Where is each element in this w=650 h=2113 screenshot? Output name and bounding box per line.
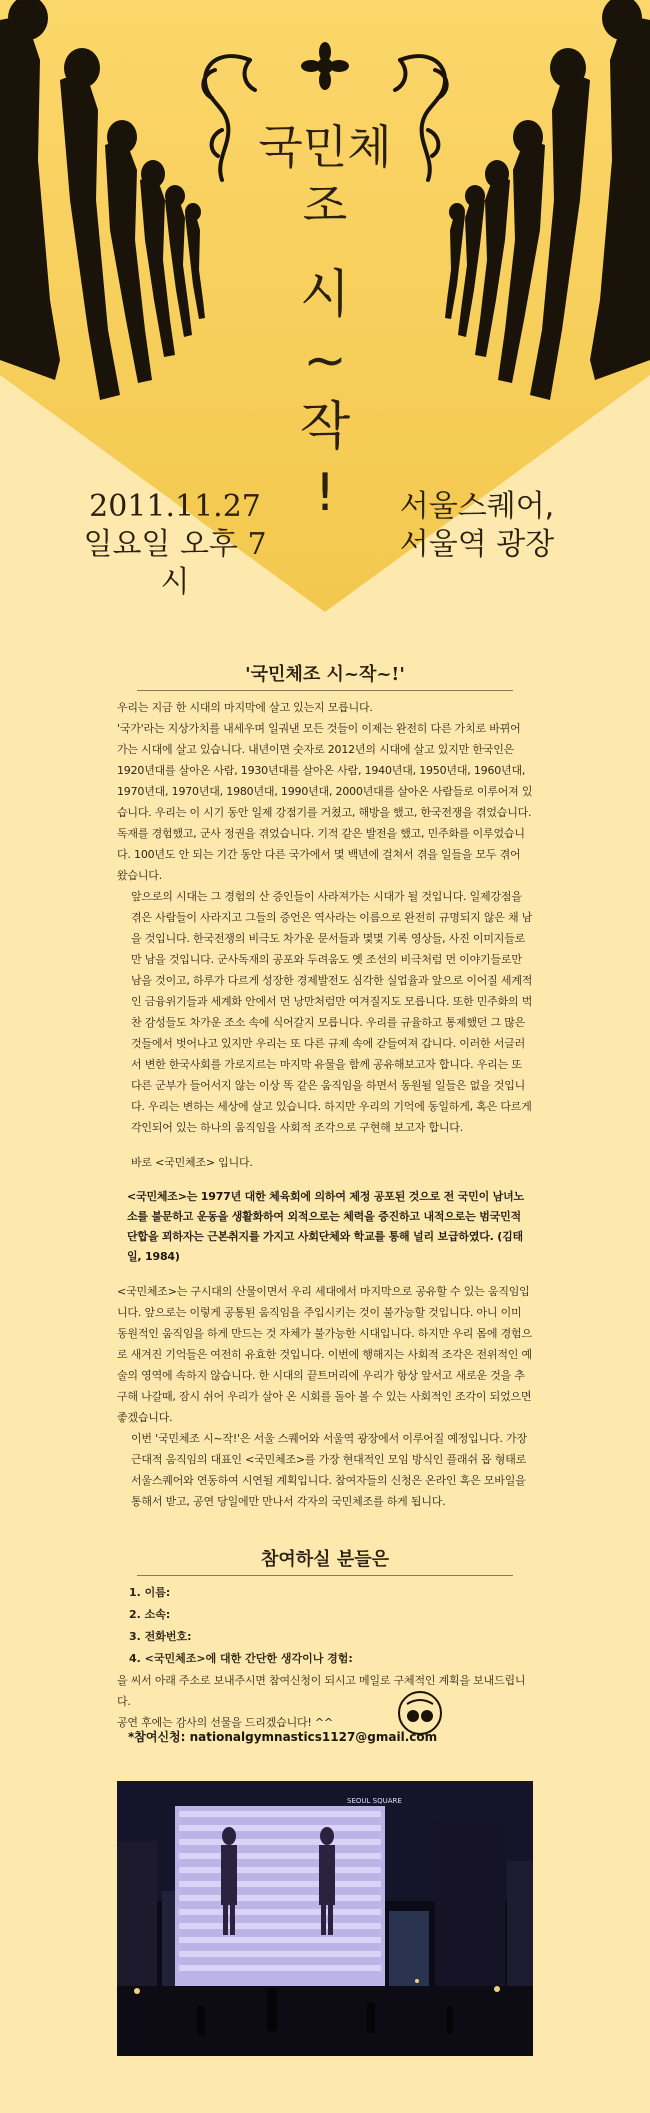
intro-body xyxy=(117,697,533,1512)
intro-heading: '국민체조 시~작~!' xyxy=(245,664,405,685)
list-item: 3. 전화번호: xyxy=(129,1630,192,1643)
list-item: 2. 소속: xyxy=(129,1608,171,1621)
building-sign: SEOUL SQUARE xyxy=(347,1797,402,1805)
instruction-line: 공연 후에는 감사의 선물을 드리겠습니다! ^^ xyxy=(117,1716,333,1729)
intro-paragraph: <국민체조>는 구시대의 산물이면서 우리 세대에서 마지막으로 공유할 수 있는 움직임입니다. 앞으로는 이렇게 공통된 움직임을 주입시키는 것이 불가능할 것입니다. 아니 이미 동원적인 움직임을 하게 만드는 것 자체가 불가능한 시대입니다. 하지만 우리 몸에 경험으로 새겨진 기억들은 여전히 유효한 것입니다. 이번에 행해지는 사회적 조각은 전위적인 예술의 영역에 속하지 않습니다. 한 시대의 끝트머리에 우리가 항상 앞서고 새로운 것을 추구해 나갈때, 잠시 쉬어 우리가 살아 온 시회를 돌아 볼 수 있는 사회적인 조각이 되었으면 좋겠습니다. xyxy=(117,1285,532,1424)
event-place xyxy=(392,488,562,564)
divider xyxy=(137,690,513,691)
intro-section xyxy=(117,660,533,1512)
poster-subtitle xyxy=(295,262,355,526)
subtitle-line: 작 xyxy=(299,397,351,457)
intro-paragraph: 바로 <국민체조> 입니다. xyxy=(131,1156,253,1169)
subtitle-line: ~ xyxy=(303,331,347,391)
participant-list xyxy=(117,1582,533,1670)
seoul-square-photo xyxy=(117,1781,533,2056)
event-place-line1: 서울스퀘어, xyxy=(399,489,555,524)
intro-paragraph: 이번 '국민체조 시~작!'은 서울 스퀘어와 서울역 광장에서 이루어질 예정입니다. 가장 근대적 움직임의 대표인 <국민체조>를 가장 현대적인 모임 방식인 플래쉬 몹 형태로 서울스퀘어와 연동하여 시연될 계획입니다. 참여자들의 신청은 온라인 혹은 모바일을 통해서 받고, 공연 당일에만 만나서 각자의 국민체조를 하게 됩니다. xyxy=(131,1432,527,1508)
poster-header xyxy=(0,0,650,615)
participants-heading: 참여하실 분들은 xyxy=(261,1549,389,1570)
apply-email[interactable]: *참여신청: nationalgymnastics1127@gmail.com xyxy=(128,1730,438,1744)
participants-instructions xyxy=(117,1670,533,1733)
divider xyxy=(137,1575,513,1576)
intro-paragraph: '국가'라는 지상가치를 내세우며 일궈낸 모든 것들이 이제는 완전히 다른 가치로 바뀌어 가는 시대에 살고 있습니다. 내년이면 숫자로 2012년의 시대에 살고 있지만 한국인은 1920년대를 살아온 사람, 1930년대를 살아온 사람, 1940년대, 1950년대, 1960년대, 1970년대, 1970년대, 1980년대, 1990년대, 2000년대를 살아온 사람들로 이루어져 있습니다. 우리는 이 시기 동안 일제 강점기를 거쳤고, 해방을 했고, 한국전쟁을 겪었습니다. 독재를 경험했고, 군사 정권을 겪었습니다. 기적 같은 발전을 했고, 민주화를 이루었습니다. 100년도 안 되는 기간 동안 다른 국가에서 몇 백년에 걸쳐서 겪을 일들을 모두 겪어 왔습니다. xyxy=(117,722,533,882)
poster-title: 국민체조 xyxy=(258,120,392,232)
subtitle-line: 시 xyxy=(299,265,351,325)
event-date xyxy=(70,488,280,602)
list-item: 4. <국민체조>에 대한 간단한 생각이나 경험: xyxy=(129,1652,353,1665)
event-place-line2: 서울역 광장 xyxy=(399,527,555,562)
definition-quote: <국민체조>는 1977년 대한 체육회에 의하여 제정 공포된 것으로 전 국민이 남녀노소를 불문하고 운동을 생활화하여 외적으로는 체력을 증진하고 내적으로는 범국민적 단합을 꾀하자는 근본취지를 가지고 사회단체와 학교를 통해 널리 보급하였다. (김태일, 1984) xyxy=(127,1190,524,1263)
photo-illustration xyxy=(117,1781,533,2056)
participants-section xyxy=(117,1545,533,1733)
event-date-value: 2011.11.27 xyxy=(89,489,261,524)
intro-paragraph: 우리는 지금 한 시대의 마지막에 살고 있는지 모릅니다. xyxy=(117,701,373,714)
event-time: 일요일 오후 7시 xyxy=(83,527,267,600)
instruction-line: 을 씨서 아래 주소로 보내주시면 참여신청이 되시고 메일로 구체적인 계획을 보내드립니다. xyxy=(117,1674,526,1708)
subtitle-line: ! xyxy=(314,463,336,523)
intro-paragraph: 앞으로의 시대는 그 경험의 산 증인들이 사라져가는 시대가 될 것입니다. 일제강점을 겪은 사람들이 사라지고 그들의 증언은 역사라는 이름으로 완전히 규명되지 않은 채 남을 것입니다. 한국전쟁의 비극도 차가운 문서들과 몇몇 기록 영상들, 사진 이미지들로만 남을 것입니다. 군사독재의 공포와 두려움도 옛 조선의 비극처럼 먼 이야기들로만 남을 것이고, 하루가 다르게 성장한 경제발전도 심각한 실업율과 앞으로 이어질 세계적인 금융위기들과 세계화 안에서 먼 낭만처럼만 여겨질지도 모릅니다. 또한 민주화의 벅찬 감성들도 차가운 조소 속에 식어갈지 모릅니다. 우리를 규율하고 통제했던 그 많은 것들에서 벗어나고 있지만 우리는 또 다른 규제 속에 갇들여져 갑니다. 이러한 서글러서 변한 한국사회를 가로지르는 마지막 유물을 함께 공유해보고자 합니다. 우리는 또 다른 군부가 들어서지 않는 이상 똑 같은 움직임을 하면서 동원될 일들은 없을 것입니다. 우리는 변하는 세상에 살고 있습니다. 하지만 우리의 기억에 동일하게, 혹은 다르게 각인되어 있는 하나의 움직임을 사회적 조각으로 구현해 보고자 합니다. xyxy=(131,890,533,1134)
list-item: 1. 이름: xyxy=(129,1586,171,1599)
